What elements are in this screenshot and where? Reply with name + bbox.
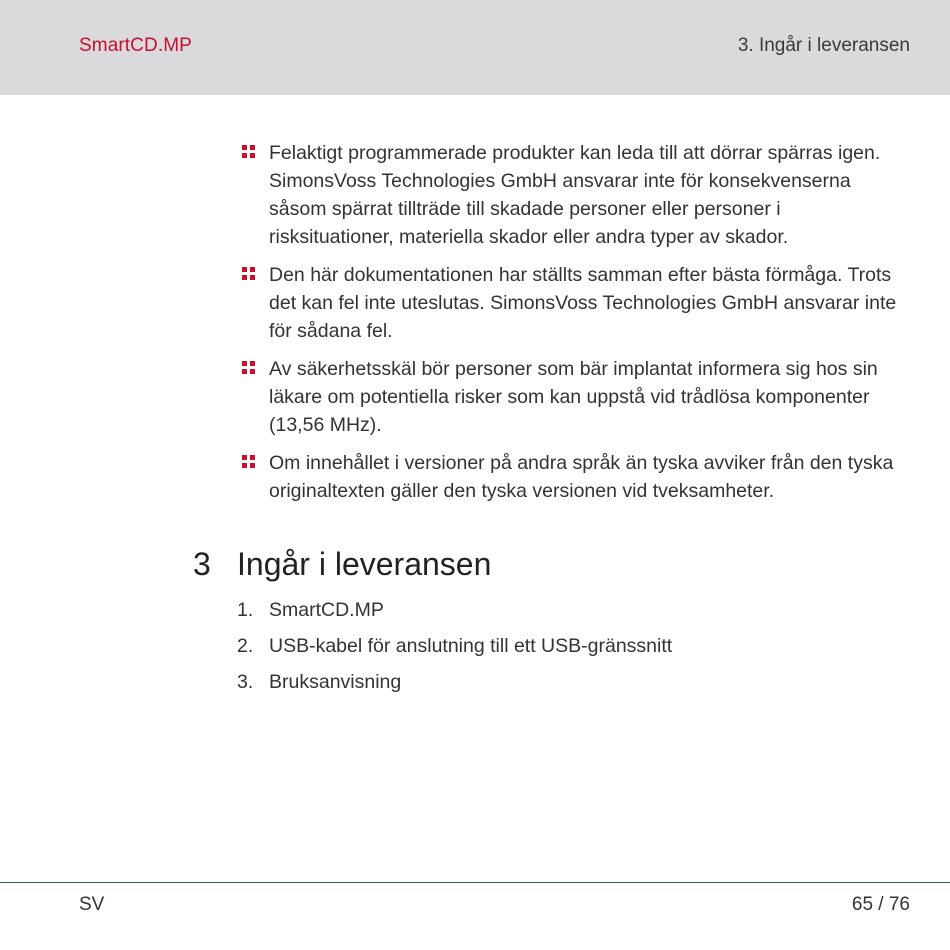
- list-item: [240, 355, 910, 439]
- list-item-text: Den här dokumentationen har ställts samman efter bästa förmåga. Trots det kan fel inte uteslutas. SimonsVoss Technologies GmbH ansvarar inte för sådana fel.: [269, 264, 897, 342]
- bullet-squares-icon: [242, 267, 255, 280]
- list-item: [240, 261, 910, 345]
- list-item: [237, 596, 672, 624]
- section-heading: [193, 546, 491, 583]
- list-item-number: 3.: [237, 671, 254, 693]
- notice-list: [240, 139, 910, 515]
- list-item-text: Bruksanvisning: [269, 671, 402, 693]
- list-item-text: Om innehållet i versioner på andra språk än tyska avviker från den tyska originaltexten gäller den tyska versionen vid tveksamheter.: [269, 452, 894, 502]
- list-item-text: SmartCD.MP: [269, 599, 384, 621]
- list-item: [240, 449, 910, 505]
- language-code: SV: [79, 894, 105, 915]
- list-item-text: USB-kabel för anslutning till ett USB-gränssnitt: [269, 635, 673, 657]
- delivery-list: [237, 596, 672, 704]
- list-item: [237, 632, 672, 660]
- chapter-title: 3. Ingår i leveransen: [737, 35, 910, 56]
- product-name: SmartCD.MP: [79, 35, 192, 56]
- section-title: Ingår i leveransen: [237, 546, 492, 582]
- footer-divider: [0, 882, 950, 883]
- list-item-number: 2.: [237, 635, 254, 657]
- bullet-squares-icon: [242, 145, 255, 158]
- list-item: [237, 668, 672, 696]
- list-item-number: 1.: [237, 599, 254, 621]
- list-item: [240, 139, 910, 251]
- list-item-text: Av säkerhetsskäl bör personer som bär implantat informera sig hos sin läkare om potentiella risker som kan uppstå vid trådlösa komponenter (13,56 MHz).: [269, 358, 878, 436]
- page-number: 65 / 76: [851, 894, 910, 915]
- bullet-squares-icon: [242, 455, 255, 468]
- section-number: 3: [193, 546, 211, 582]
- page-header: [0, 0, 950, 95]
- list-item-text: Felaktigt programmerade produkter kan leda till att dörrar spärras igen. SimonsVoss Technologies GmbH ansvarar inte för konsekvenserna såsom spärrat tillträde till skadade personer eller personer i risksituationer, materiella skador eller andra typer av skador.: [269, 142, 881, 248]
- bullet-squares-icon: [242, 361, 255, 374]
